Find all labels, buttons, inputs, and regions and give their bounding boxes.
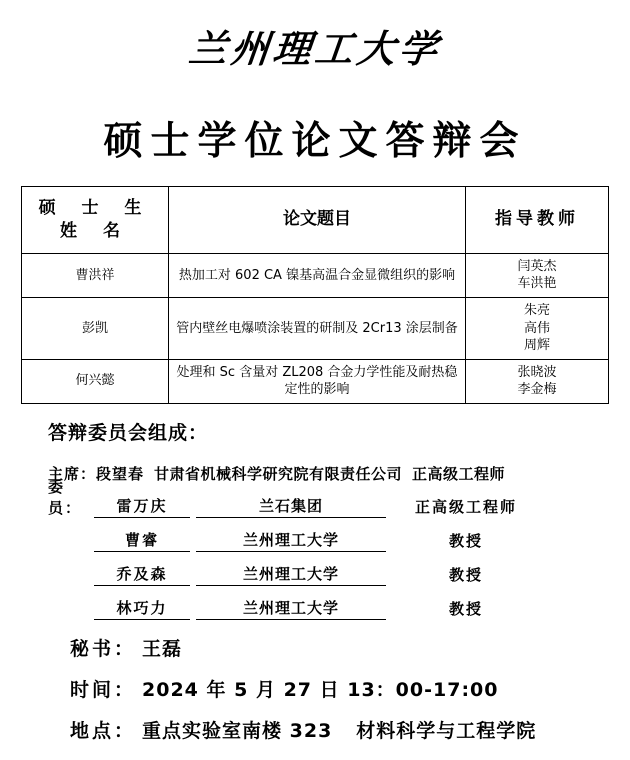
advisor-name: 车洪艳 [517, 276, 557, 292]
member-organization: 兰石集团 [196, 495, 386, 518]
table-row [22, 297, 609, 359]
advisor-name: 朱亮 [523, 302, 550, 318]
list-item [48, 598, 630, 620]
advisor-name: 高伟 [523, 320, 550, 336]
table-row [22, 253, 609, 297]
table-row [22, 359, 609, 403]
member-organization: 兰州理工大学 [196, 563, 386, 586]
member-label: 委员： [48, 477, 83, 517]
time-value: 2024 年 5 月 27 日 13：00-17:00 [142, 678, 499, 701]
member-rank: 教授 [448, 531, 483, 550]
member-name: 曹睿 [94, 529, 190, 552]
place-label: 地点： [70, 719, 137, 742]
header-student-name-line2: 姓 名 [60, 220, 130, 241]
header-thesis-title: 论文题目 [169, 187, 466, 254]
member-organization: 兰州理工大学 [196, 597, 386, 620]
advisor-name: 周辉 [523, 338, 550, 354]
committee-chair-row [48, 463, 630, 484]
advisor-names [466, 297, 609, 359]
student-name: 何兴懿 [22, 359, 169, 403]
advisor-names [466, 359, 609, 403]
header-advisor: 指导教师 [466, 187, 609, 254]
secretary-name: 王磊 [142, 637, 183, 660]
member-rank: 教授 [448, 599, 483, 618]
time-line [70, 675, 630, 702]
header-student-name [22, 187, 169, 254]
page-title: 硕士学位论文答辩会 [103, 118, 527, 164]
list-item [48, 564, 630, 586]
table-header-row [22, 187, 609, 254]
university-logo [0, 0, 630, 86]
list-item [48, 477, 630, 518]
thesis-title: 热加工对 602 CA 镍基高温合金显微组织的影响 [169, 253, 466, 297]
chair-label: 主席： [48, 464, 97, 483]
member-rank: 正高级工程师 [414, 497, 517, 516]
chair-organization: 甘肃省机械科学研究院有限责任公司 [154, 464, 403, 483]
university-logo-text: 兰州理工大学 [186, 26, 444, 71]
secretary-label: 秘书： [70, 637, 137, 660]
chair-name: 段望春 [96, 464, 145, 483]
place-value: 重点实验室南楼 323 [142, 719, 333, 742]
member-name: 乔及森 [94, 563, 190, 586]
member-name: 雷万庆 [94, 495, 190, 518]
committee-member-list [0, 477, 630, 620]
place-college: 材料科学与工程学院 [356, 719, 537, 742]
thesis-table [21, 186, 609, 404]
thesis-title: 处理和 Sc 含量对 ZL208 合金力学性能及耐热稳定性的影响 [169, 359, 466, 403]
advisor-names [466, 253, 609, 297]
member-rank: 教授 [448, 565, 483, 584]
committee-heading: 答辩委员会组成： [48, 421, 209, 444]
place-line [70, 716, 630, 743]
student-name: 曹洪祥 [22, 253, 169, 297]
member-organization: 兰州理工大学 [196, 529, 386, 552]
student-name: 彭凯 [22, 297, 169, 359]
header-student-name-line1: 硕 士 生 [38, 198, 152, 218]
chair-rank: 正高级工程师 [412, 464, 506, 483]
list-item [48, 530, 630, 552]
time-label: 时间： [70, 678, 137, 701]
thesis-title: 管内壁丝电爆喷涂装置的研制及 2Cr13 涂层制备 [169, 297, 466, 359]
advisor-name: 闫英杰 [517, 258, 557, 274]
advisor-name: 李金梅 [517, 382, 557, 398]
member-name: 林巧力 [94, 597, 190, 620]
secretary-line [70, 634, 630, 661]
advisor-name: 张晓波 [517, 364, 557, 380]
